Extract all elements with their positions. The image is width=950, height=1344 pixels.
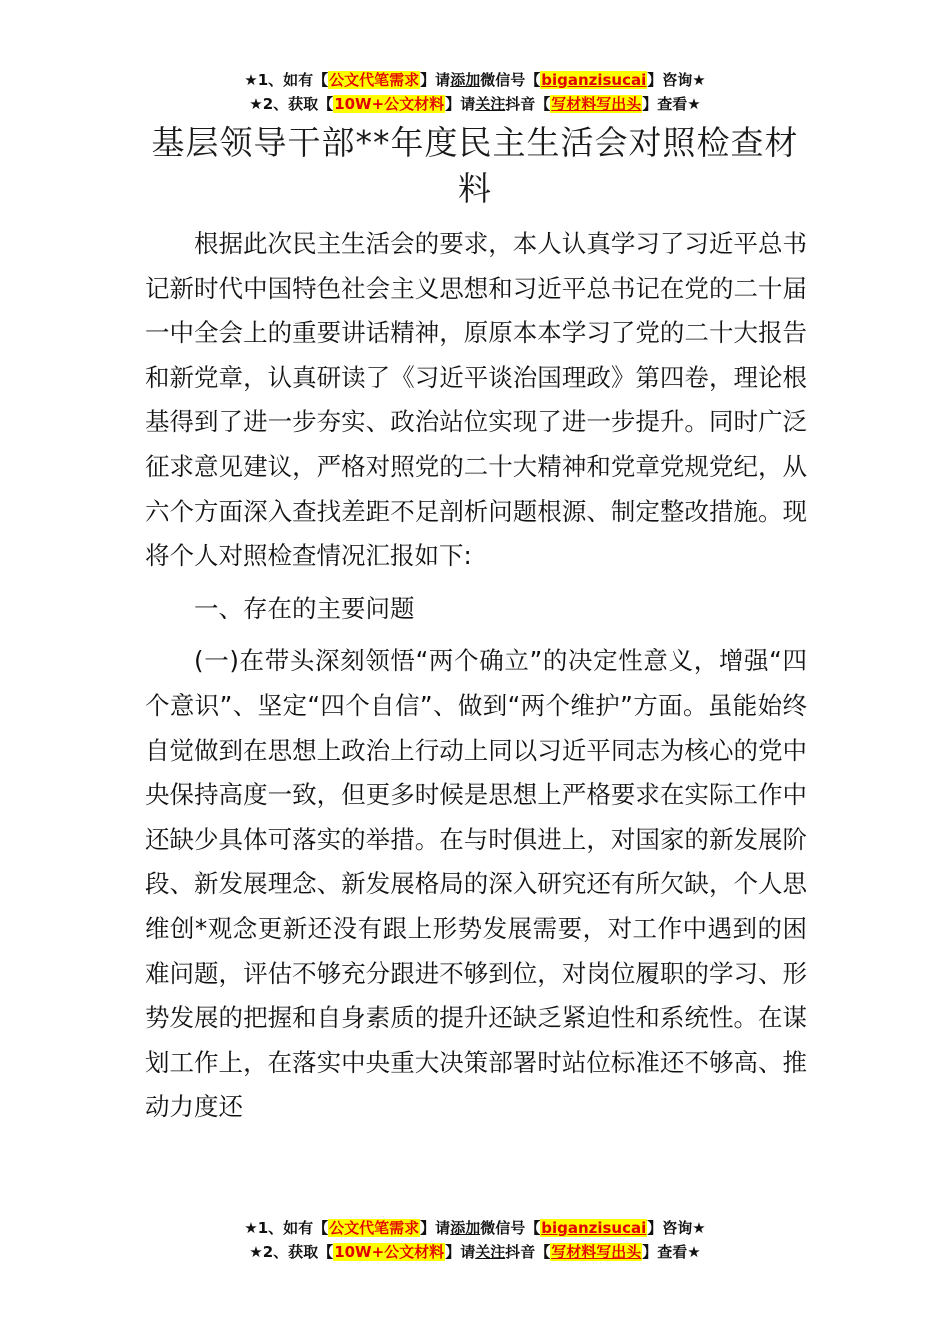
- section-heading: 一、存在的主要问题: [194, 593, 415, 623]
- service-highlight: 公文代笔需求: [329, 71, 420, 89]
- wechat-id-highlight: biganzisucai: [541, 1219, 647, 1237]
- notice-line-1: ★1、如有【公文代笔需求】请添加微信号【biganzisucai】咨询★: [244, 1219, 706, 1237]
- service-highlight: 公文代笔需求: [329, 1219, 420, 1237]
- body-paragraph: (一)在带头深刻领悟“两个确立”的决定性意义，增强“四个意识”、坚定“四个自信”、做到“两个维护”方面。虽能始终自觉做到在思想上政治上行动上同以习近平同志为核心的党中央保持高度一致，但更多时候是思想上严格要求在实际工作中还缺少具体可落实的举措。在与时俱进上，对国家的新发展阶段、新发展理念、新发展格局的深入研究还有所欠缺，个人思维创*观念更新还没有跟上形势发展需要，对工作中遇到的困难问题，评估不够充分跟进不够到位，对岗位履职的学习、形势发展的把握和自身素质的提升还缺乏紧迫性和系统性。在谋划工作上，在落实中央重大决策部署时站位标准还不够高、推动力度还: [145, 646, 807, 1122]
- document-title: 基层领导干部**年度民主生活会对照检查材料: [151, 123, 799, 208]
- notice-line-1: ★1、如有【公文代笔需求】请添加微信号【biganzisucai】咨询★: [244, 71, 706, 89]
- douyin-account-highlight: 写材料写出头: [551, 1243, 642, 1261]
- wechat-id-highlight: biganzisucai: [541, 71, 647, 89]
- notice-line-2: ★2、获取【10W+公文材料】请关注抖音【写材料写出头】查看★: [249, 95, 701, 113]
- materials-highlight: 10W+公文材料: [334, 95, 445, 113]
- document-body: [145, 222, 807, 1130]
- header-notice-banner: [0, 68, 950, 116]
- materials-highlight: 10W+公文材料: [334, 1243, 445, 1261]
- footer-notice-banner: [0, 1216, 950, 1264]
- notice-line-2: ★2、获取【10W+公文材料】请关注抖音【写材料写出头】查看★: [249, 1243, 701, 1261]
- intro-paragraph: 根据此次民主生活会的要求，本人认真学习了习近平总书记新时代中国特色社会主义思想和习近平总书记在党的二十届一中全会上的重要讲话精神，原原本本学习了党的二十大报告和新党章，认真研读了《习近平谈治国理政》第四卷，理论根基得到了进一步夯实、政治站位实现了进一步提升。同时广泛征求意见建议，严格对照党的二十大精神和党章党规党纪，从六个方面深入查找差距不足剖析问题根源、制定整改措施。现将个人对照检查情况汇报如下:: [145, 229, 807, 571]
- douyin-account-highlight: 写材料写出头: [551, 95, 642, 113]
